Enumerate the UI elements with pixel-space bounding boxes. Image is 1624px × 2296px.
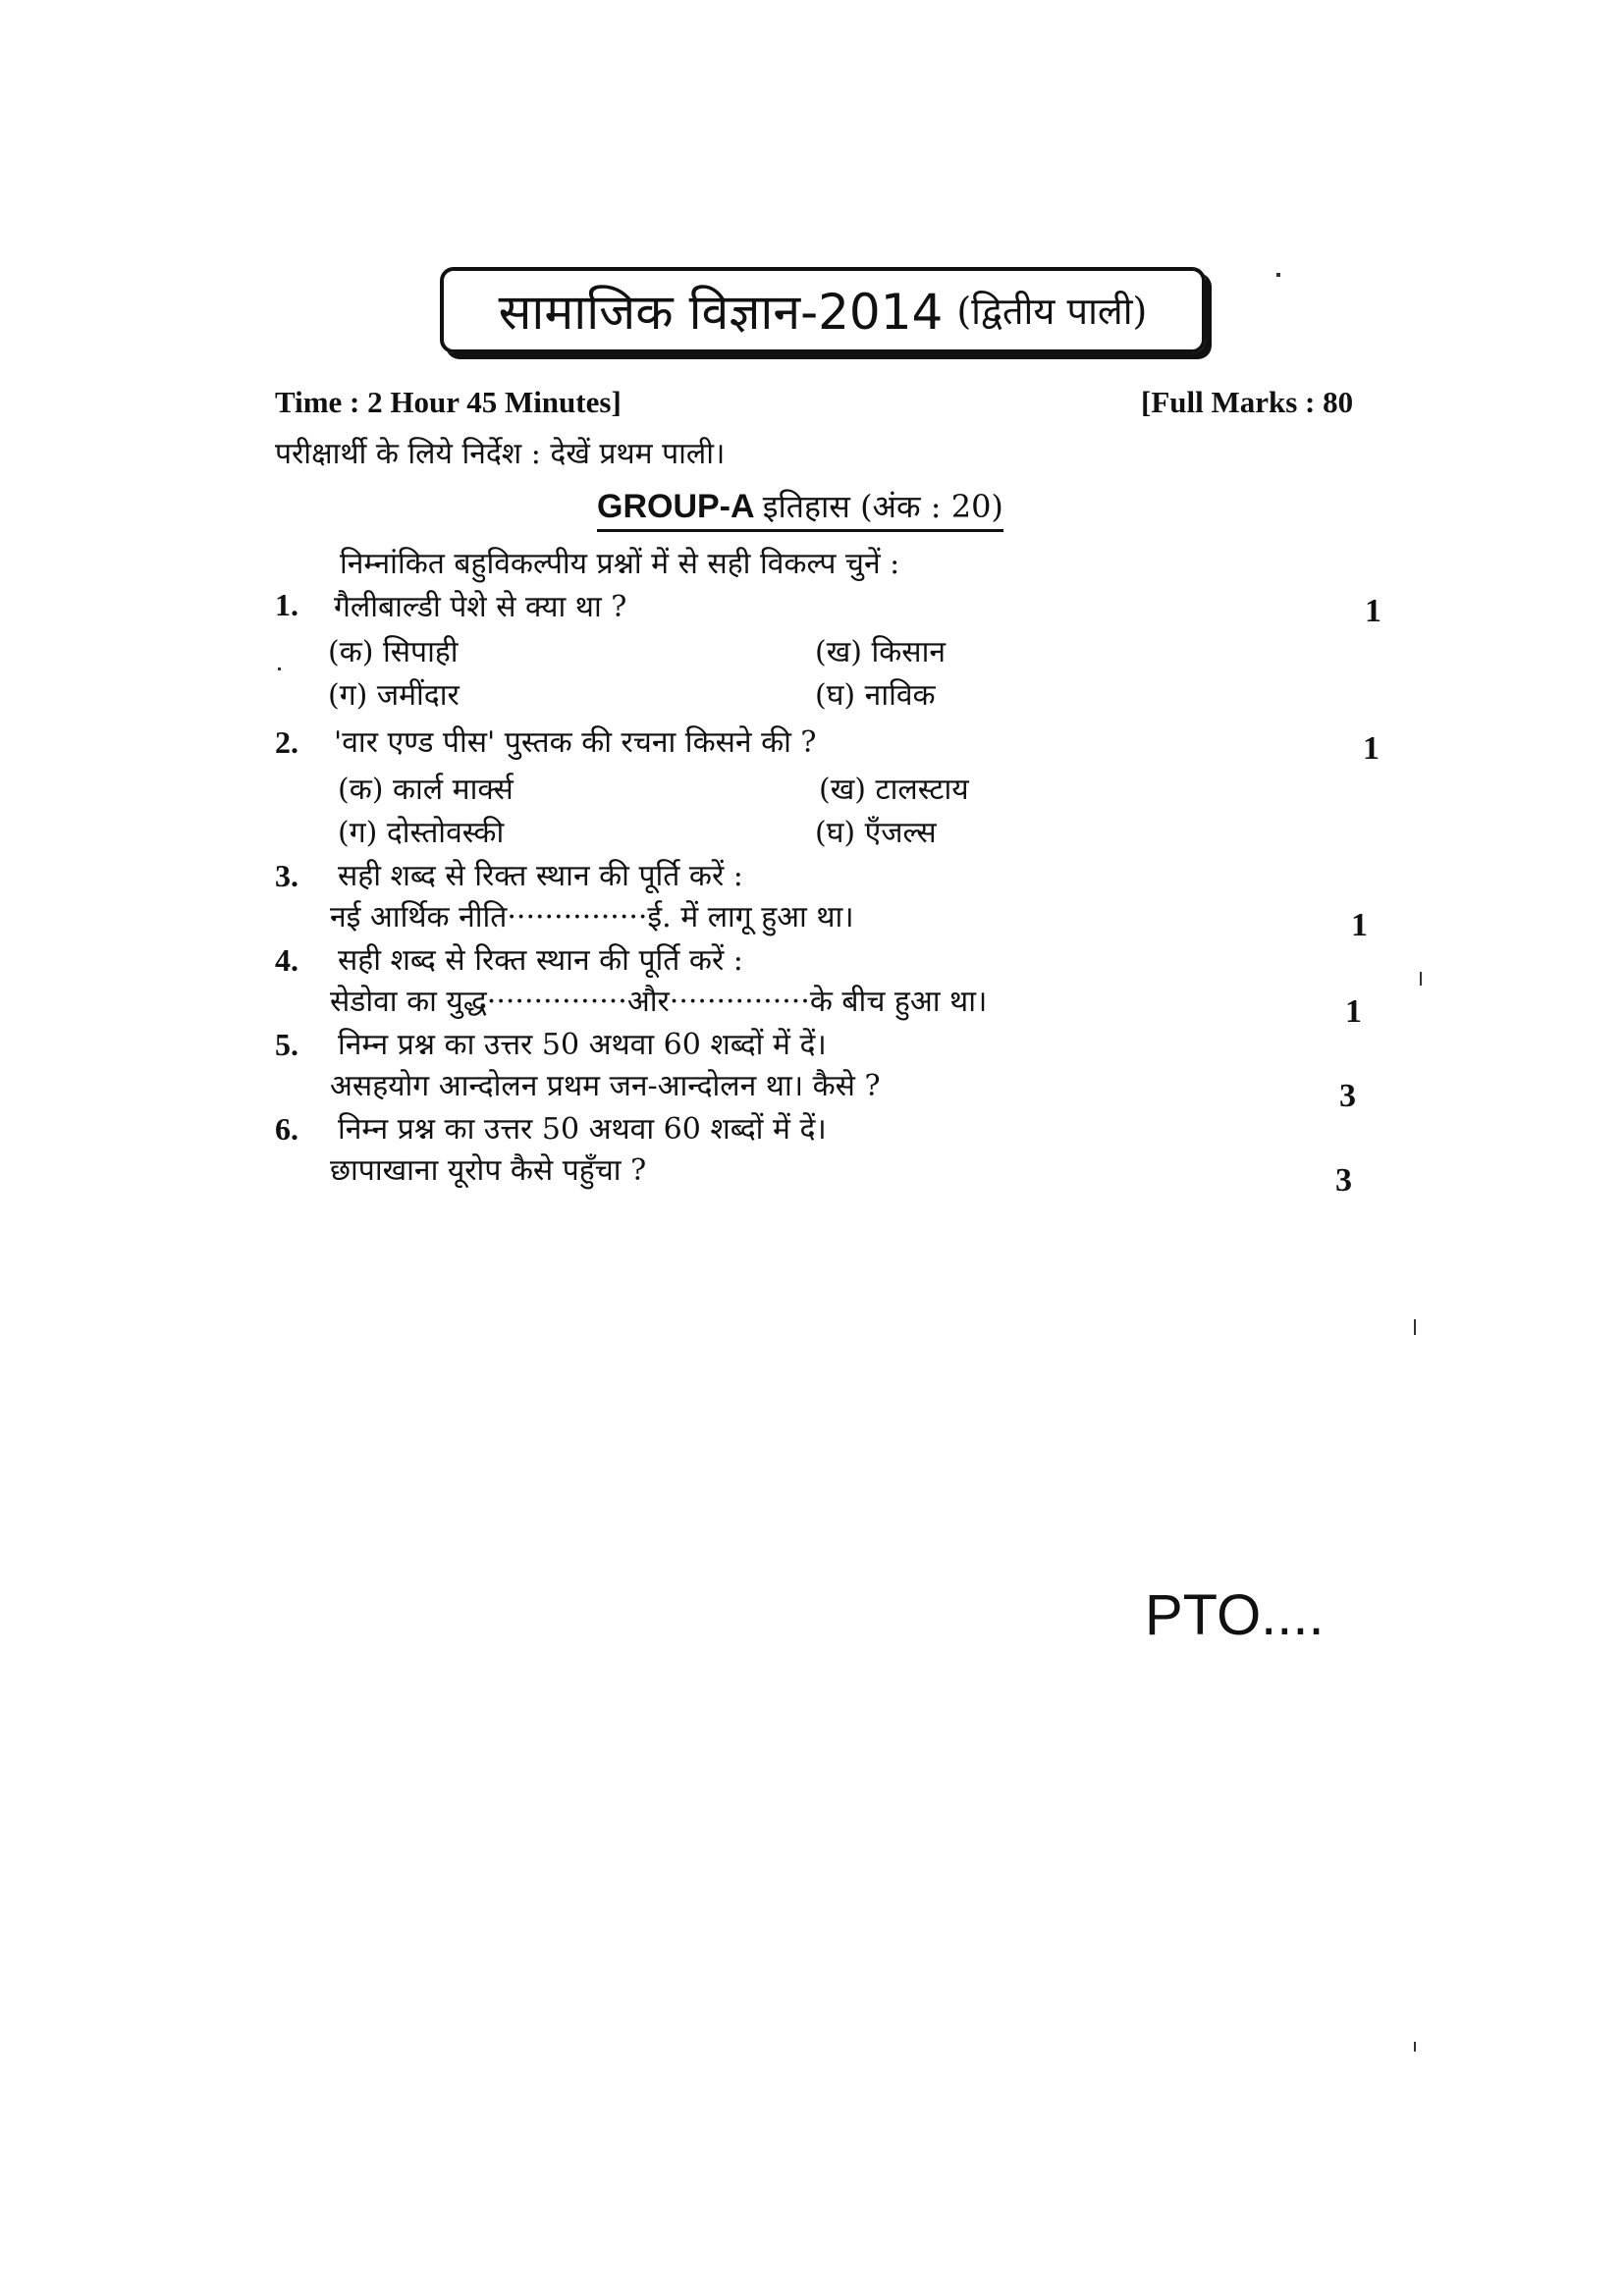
scan-speck — [278, 667, 281, 670]
scan-speck — [1420, 972, 1422, 986]
paper-shift: (द्वितीय पाली) — [956, 290, 1148, 333]
title-box — [440, 267, 1206, 353]
question-marks: 3 — [1339, 1078, 1356, 1114]
question-number: 5. — [275, 1027, 298, 1062]
question-marks: 1 — [1365, 593, 1381, 629]
question-text: गैलीबाल्डी पेशे से क्या था ? — [334, 590, 627, 624]
paper-title: सामाजिक विज्ञान-2014 — [498, 284, 944, 341]
question-prompt: छापाखाना यूरोप कैसे पहुँचा ? — [330, 1153, 647, 1188]
question-number: 6. — [275, 1111, 298, 1147]
question-number: 3. — [275, 858, 298, 893]
option-c: (ग) जमींदार — [328, 678, 460, 713]
candidate-instructions: परीक्षार्थी के लिये निर्देश : देखें प्रथम पाली। — [275, 437, 726, 471]
option-a: (क) सिपाही — [328, 635, 459, 669]
mcq-instruction: निम्नांकित बहुविकल्पीय प्रश्नों में से सही विकल्प चुनें : — [340, 547, 900, 581]
option-c: (ग) दोस्तोवस्की — [338, 816, 505, 850]
scan-speck — [1414, 2042, 1416, 2052]
scan-speck — [1414, 1319, 1416, 1335]
scan-speck — [1276, 273, 1280, 277]
full-marks-label: [Full Marks : 80 — [1141, 385, 1354, 419]
question-fill-line: नई आर्थिक नीति···············ई. में लागू हुआ था। — [330, 900, 854, 934]
question-number: 1. — [275, 587, 298, 622]
option-b: (ख) टालस्टाय — [819, 773, 969, 807]
option-d: (घ) नाविक — [815, 678, 936, 713]
question-marks: 1 — [1363, 730, 1380, 767]
question-number: 4. — [275, 942, 298, 978]
group-subheading: इतिहास (अंक : 20) — [762, 488, 1003, 525]
question-marks: 1 — [1345, 993, 1362, 1030]
question-text: 'वार एण्ड पीस' पुस्तक की रचना किसने की ? — [334, 725, 817, 760]
question-fill-line: सेडोवा का युद्ध···············और···············के बीच हुआ था। — [330, 985, 988, 1019]
question-marks: 3 — [1335, 1162, 1352, 1199]
option-d: (घ) एँजल्स — [815, 816, 937, 850]
question-text: सही शब्द से रिक्त स्थान की पूर्ति करें : — [338, 943, 743, 978]
question-number: 2. — [275, 724, 298, 760]
time-label: Time : 2 Hour 45 Minutes] — [275, 385, 622, 419]
group-heading — [597, 485, 1003, 532]
question-text: निम्न प्रश्न का उत्तर 50 अथवा 60 शब्दों में दें। — [338, 1112, 827, 1147]
question-prompt: असहयोग आन्दोलन प्रथम जन-आन्दोलन था। कैसे ? — [330, 1069, 881, 1103]
option-a: (क) कार्ल मार्क्स — [338, 773, 514, 807]
group-name: GROUP-A — [597, 488, 754, 525]
question-marks: 1 — [1351, 907, 1368, 943]
question-text: निम्न प्रश्न का उत्तर 50 अथवा 60 शब्दों में दें। — [338, 1028, 827, 1062]
pto-label: PTO.... — [1145, 1583, 1325, 1647]
option-b: (ख) किसान — [815, 635, 946, 669]
question-text: सही शब्द से रिक्त स्थान की पूर्ति करें : — [338, 859, 743, 893]
